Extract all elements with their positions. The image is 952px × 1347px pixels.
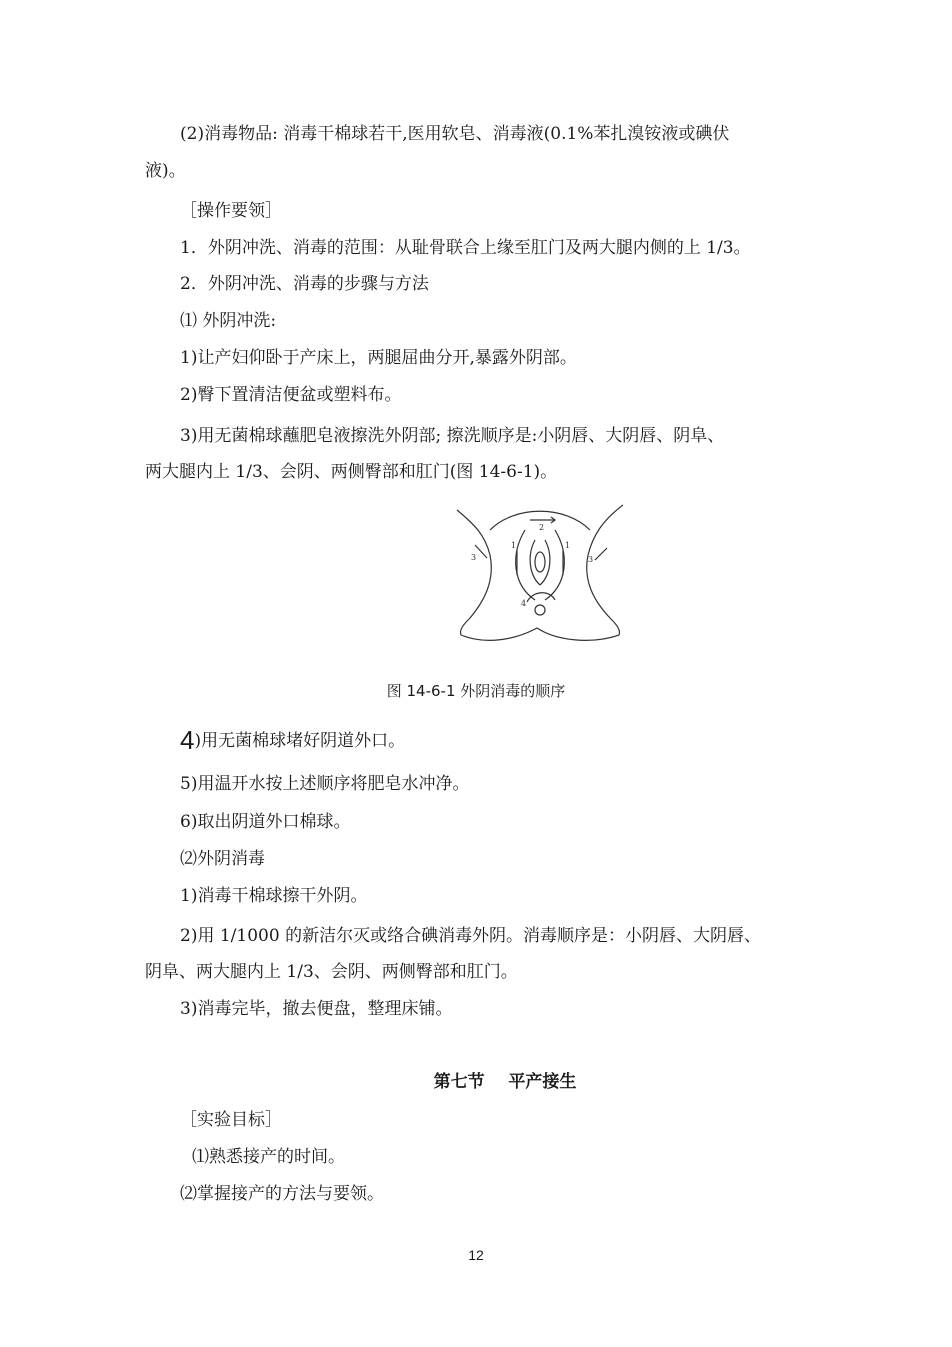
diagram-outline — [516, 530, 535, 600]
diagram-outline — [545, 530, 564, 600]
diagram-label: 3 — [588, 555, 594, 564]
diagram-outline — [535, 552, 545, 572]
figure-caption: 图 14-6-1 外阴消毒的顺序 — [386, 682, 566, 700]
paragraph-line: 5)用温开水按上述顺序将肥皂水冲净。 — [180, 774, 470, 794]
diagram-label: 1 — [565, 541, 571, 550]
bracket-heading: ［操作要领］ — [180, 201, 282, 221]
paragraph-line: 1．外阴冲洗、消毒的范围：从耻骨联合上缘至肛门及两大腿内侧的上 1/3。 — [180, 238, 751, 258]
paragraph-line: ⑵外阴消毒 — [180, 849, 265, 869]
diagram-label: 1 — [511, 541, 517, 550]
page-number: 12 — [468, 1247, 484, 1263]
step-number: 4 — [180, 725, 195, 755]
paragraph-line — [180, 725, 860, 755]
perineum-diagram — [455, 500, 625, 650]
bracket-heading: ［实验目标］ — [180, 1110, 282, 1130]
arrow-up-right-icon — [595, 548, 607, 560]
paragraph-line: 1)消毒干棉球擦干外阴。 — [180, 886, 368, 906]
diagram-label: 3 — [471, 553, 477, 562]
paragraph-line: 液)。 — [145, 161, 186, 181]
diagram-outline — [457, 510, 491, 635]
paragraph-line: ⑴熟悉接产的时间。 — [192, 1147, 345, 1167]
paragraph-line: 两大腿内上 1/3、会阴、两侧臀部和肛门(图 14-6-1)。 — [145, 462, 558, 482]
diagram-label: 4 — [521, 599, 527, 608]
paragraph-line: 2．外阴冲洗、消毒的步骤与方法 — [180, 274, 429, 294]
diagram-outline — [535, 605, 545, 615]
step-text: )用无菌棉球堵好阴道外口。 — [194, 731, 406, 751]
diagram-outline — [461, 628, 619, 640]
paragraph-line: (2)消毒物品: 消毒干棉球若干,医用软皂、消毒液(0.1%苯扎溴铵液或碘伏 — [180, 124, 730, 144]
diagram-label: 2 — [539, 523, 545, 532]
paragraph-line: ⑴ 外阴冲洗: — [180, 311, 277, 331]
paragraph-line: 1)让产妇仰卧于产床上，两腿屈曲分开,暴露外阴部。 — [180, 348, 577, 368]
paragraph-line: 2)用 1/1000 的新洁尔灭或络合碘消毒外阴。消毒顺序是：小阴唇、大阴唇、 — [180, 926, 762, 946]
paragraph-line: ⑵掌握接产的方法与要领。 — [180, 1184, 384, 1204]
paragraph-line: 阴阜、两大腿内上 1/3、会阴、两侧臀部和肛门。 — [145, 962, 518, 982]
paragraph-line: 3)用无菌棉球蘸肥皂液擦洗外阴部; 擦洗顺序是:小阴唇、大阴唇、阴阜、 — [180, 426, 725, 446]
paragraph-line: 3)消毒完毕，撤去便盘，整理床铺。 — [180, 999, 453, 1019]
paragraph-line: 2)臀下置清洁便盆或塑料布。 — [180, 385, 402, 405]
section-heading: 第七节 平产接生 — [433, 1072, 577, 1092]
arrow-down-right-icon — [475, 545, 487, 558]
diagram-outline — [587, 505, 623, 635]
paragraph-line: 6)取出阴道外口棉球。 — [180, 812, 351, 832]
